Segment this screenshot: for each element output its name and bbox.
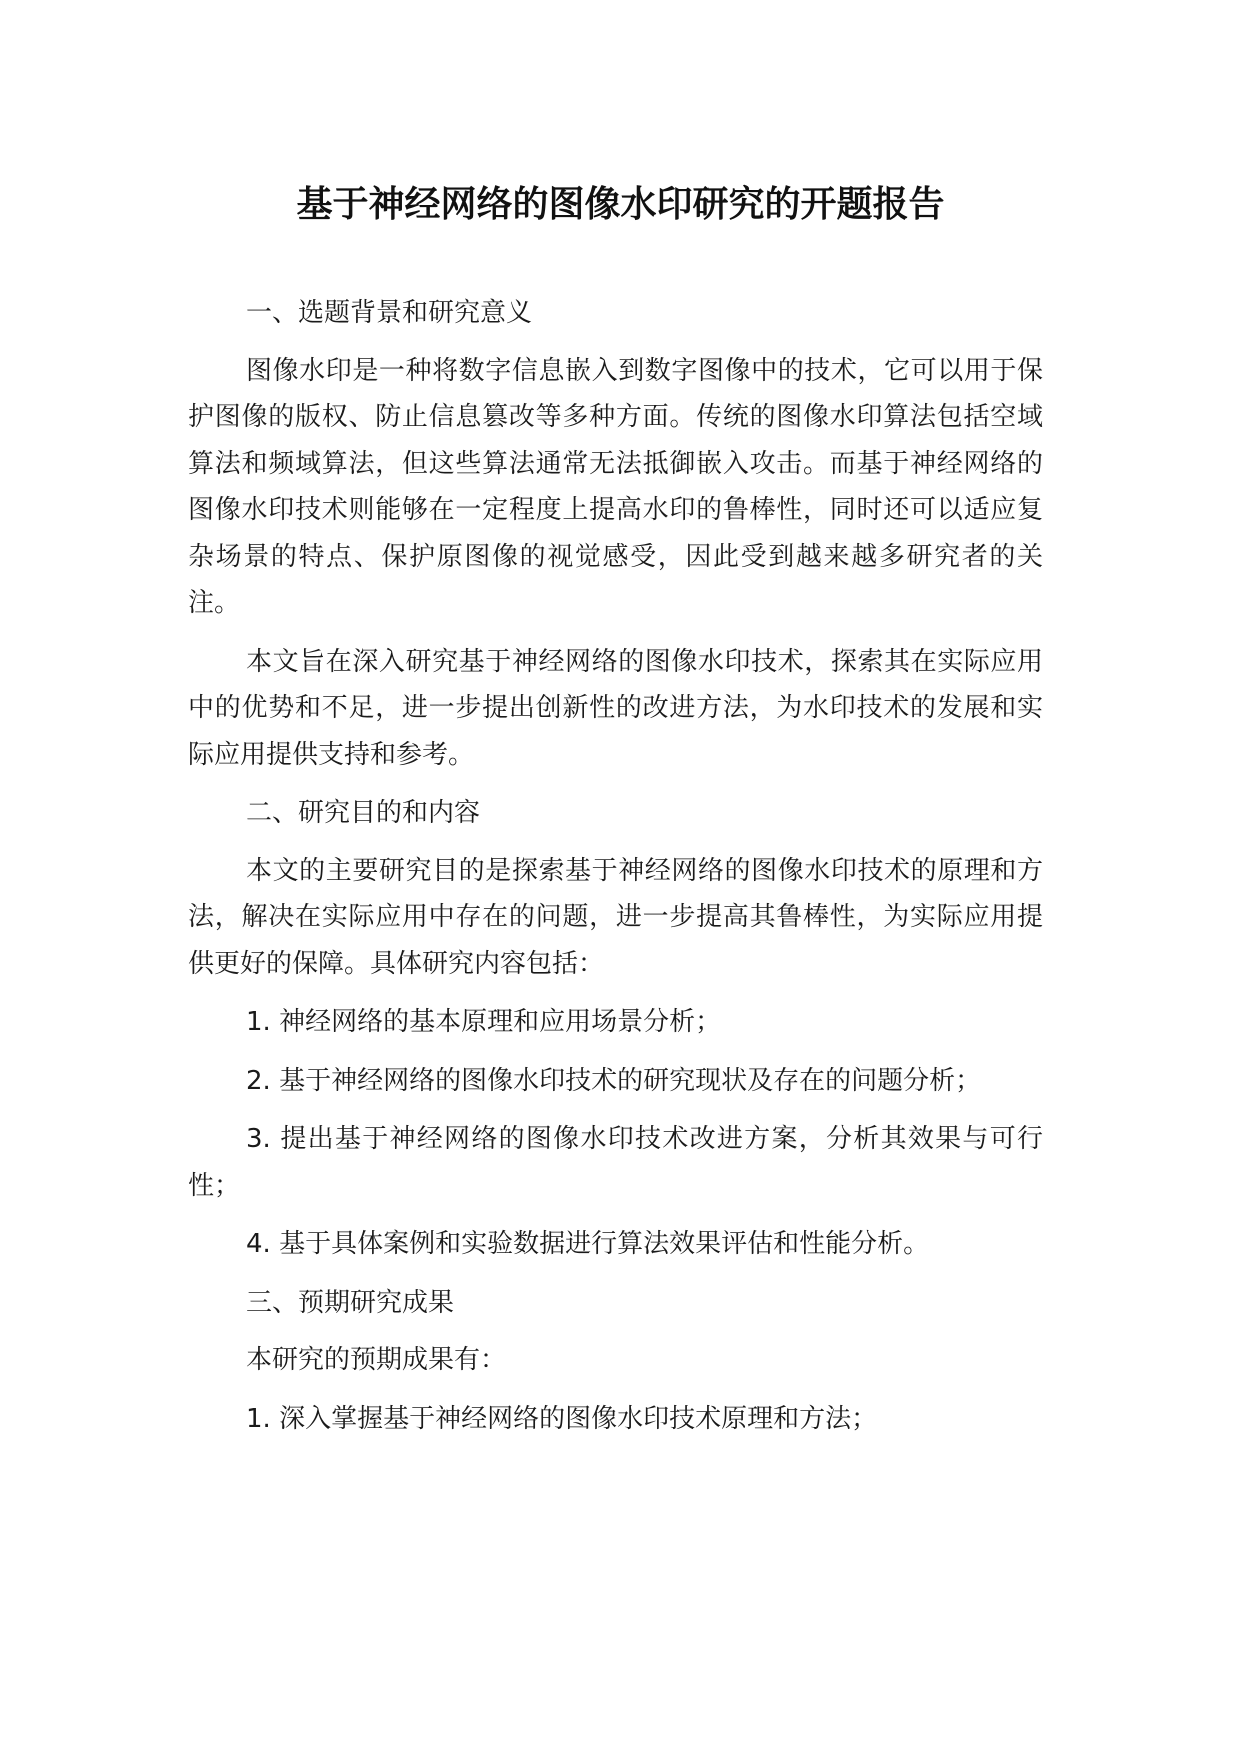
section-heading: 三、预期研究成果 [246,1287,455,1318]
paragraph: 本文旨在深入研究基于神经网络的图像水印技术，探索其在实际应用中的优势和不足，进一步提出创新性的改进方法，为水印技术的发展和实际应用提供支持和参考。 [188,646,1043,770]
document-body [188,290,1043,1442]
list-item: 1. 神经网络的基本原理和应用场景分析； [246,1007,722,1037]
list-item: 4. 基于具体案例和实验数据进行算法效果评估和性能分析。 [246,1229,930,1259]
section-heading: 二、研究目的和内容 [246,798,481,828]
list-item: 3. 提出基于神经网络的图像水印技术改进方案，分析其效果与可行性； [188,1124,1043,1201]
list-item: 1. 深入掌握基于神经网络的图像水印技术原理和方法； [246,1403,878,1434]
paragraph: 本研究的预期成果有： [246,1345,507,1375]
paragraph: 本文的主要研究目的是探索基于神经网络的图像水印技术的原理和方法，解决在实际应用中存在的问题，进一步提高其鲁棒性，为实际应用提供更好的保障。具体研究内容包括： [188,855,1043,979]
section-heading: 一、选题背景和研究意义 [246,298,533,328]
list-item: 2. 基于神经网络的图像水印技术的研究现状及存在的问题分析； [246,1065,982,1096]
document-title: 基于神经网络的图像水印研究的开题报告 [296,184,945,225]
paragraph: 图像水印是一种将数字信息嵌入到数字图像中的技术，它可以用于保护图像的版权、防止信息篡改等多种方面。传统的图像水印算法包括空域算法和频域算法，但这些算法通常无法抵御嵌入攻击。而基于神经网络的图像水印技术则能够在一定程度上提高水印的鲁棒性，同时还可以适应复杂场景的特点、保护原图像的视觉感受，因此受到越来越多研究者的关注。 [188,355,1043,618]
